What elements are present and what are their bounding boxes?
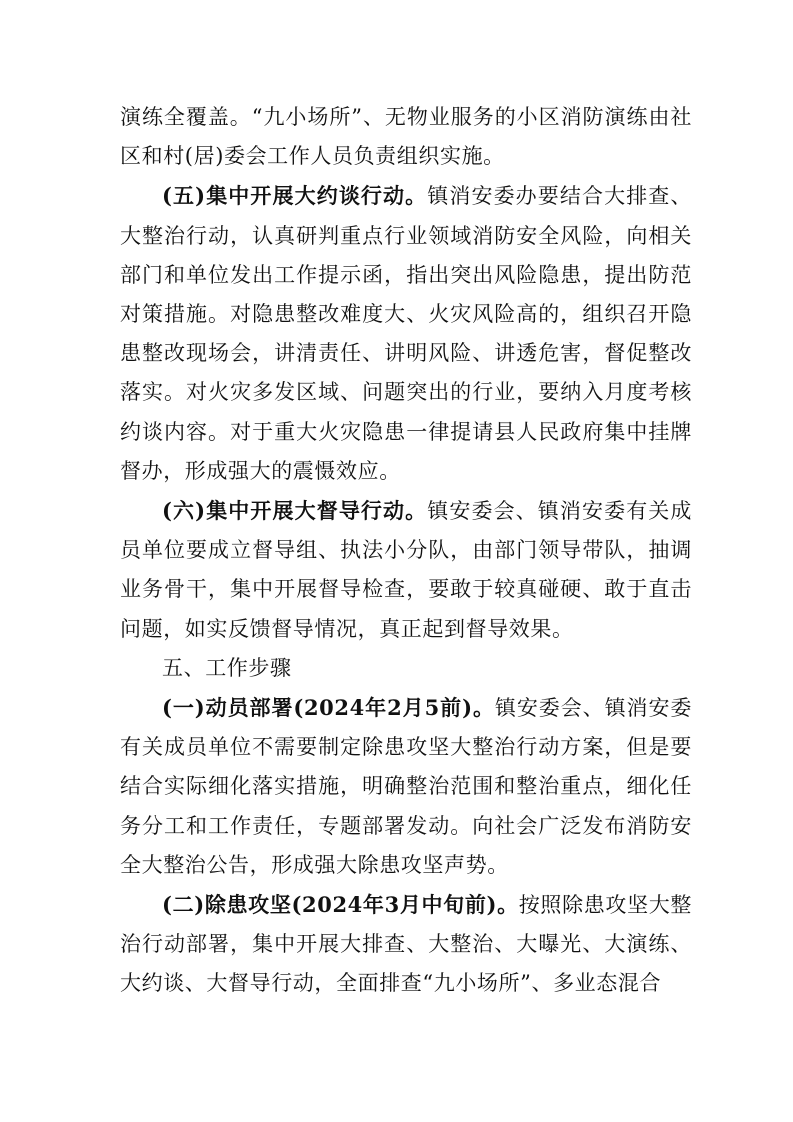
paragraph-text: 演练全覆盖。“九小场所”、无物业服务的小区消防演练由社区和村(居)委会工作人员负责组织实施。 <box>120 105 692 169</box>
paragraph-supervision-action <box>120 491 692 649</box>
paragraph-interview-action <box>120 176 692 491</box>
paragraph-lead: (二)除患攻坚(2024年3月中旬前)。 <box>162 892 519 918</box>
paragraph-lead: (六)集中开展大督导行动。 <box>162 498 428 524</box>
section-heading-work-steps: 五、工作步骤 <box>162 655 292 680</box>
paragraph-lead: (五)集中开展大约谈行动。 <box>162 183 428 209</box>
paragraph-text: 镇消安委办要结合大排查、大整治行动，认真研判重点行业领域消防安全风险，向相关部门和单位发出工作提示函，指出突出风险隐患，提出防范对策措施。对隐患整改难度大、火灾风险高的，组织召开隐患整改现场会，讲清责任、讲明风险、讲透危害，督促整改落实。对火灾多发区域、问题突出的行业，要纳入月度考核约谈内容。对于重大火灾隐患一律提请县人民政府集中挂牌督办，形成强大的震慑效应。 <box>120 184 693 483</box>
paragraph-text: 镇安委会、镇消安委有关成员单位不需要制定除患攻坚大整治行动方案，但是要结合实际细化落实措施，明确整治范围和整治重点，细化任务分工和工作责任，专题部署发动。向社会广泛发布消防安全大整治公告，形成强大除患攻坚声势。 <box>120 696 692 877</box>
paragraph-text: 按照除患攻坚大整治行动部署，集中开展大排查、大整治、大曝光、大演练、大约谈、大督导行动，全面排查“九小场所”、多业态混合 <box>120 893 692 996</box>
paragraph-lead: (一)动员部署(2024年2月5前)。 <box>162 695 495 721</box>
paragraph-mobilization <box>120 688 692 885</box>
paragraph-text: 镇安委会、镇消安委有关成员单位要成立督导组、执法小分队，由部门领导带队，抽调业务骨干，集中开展督导检查，要敢于较真碰硬、敢于直击问题，如实反馈督导情况，真正起到督导效果。 <box>120 499 693 641</box>
document-page <box>120 98 692 1004</box>
paragraph-hazard-elimination <box>120 885 692 1004</box>
paragraph-drill-coverage <box>120 98 692 176</box>
